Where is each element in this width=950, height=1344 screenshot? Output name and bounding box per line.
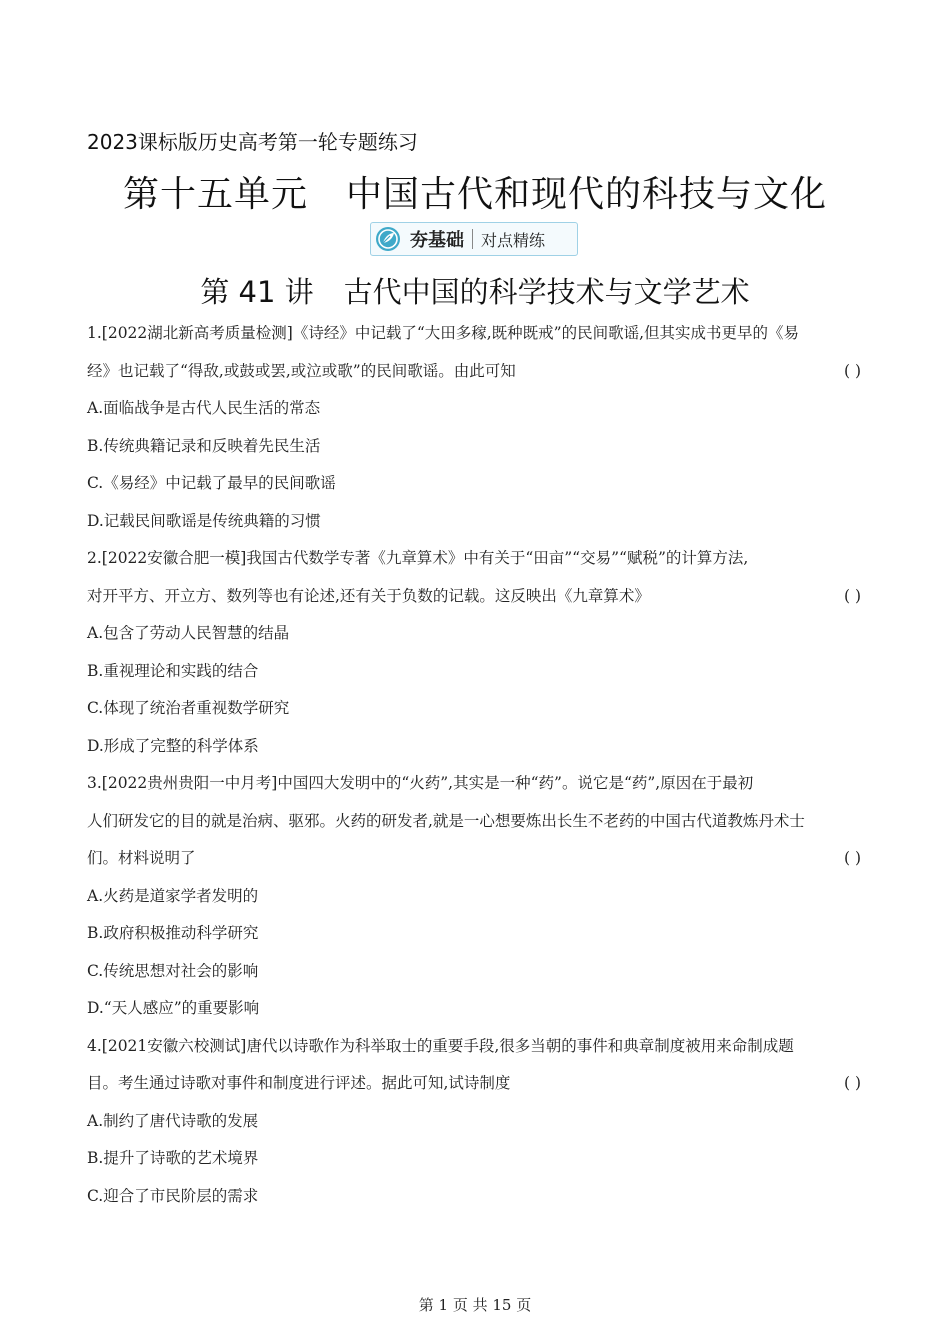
question-stem-line: 2.[2022安徽合肥一模]我国古代数学专著《九章算术》中有关于“田亩”“交易”“赋税”的计算方法, [87,549,749,567]
option-c: C.体现了统治者重视数学研究 [87,699,290,717]
section-badge [370,222,578,256]
lecture-title: 古代中国的科学技术与文学艺术 [343,275,750,309]
question-stem-line: 目。考生通过诗歌对事件和制度进行评述。据此可知,试诗制度 ( ) [87,1068,867,1106]
series-title: 2023课标版历史高考第一轮专题练习 [87,130,418,154]
answer-blank: ( ) [843,586,861,605]
question-stem-line: 人们研发它的目的就是治病、驱邪。火药的研发者,就是一心想要炼出长生不老药的中国古代道教炼丹术士 [87,811,805,830]
option-b: B.传统典籍记录和反映着先民生活 [87,436,321,455]
badge-sub-label: 对点精练 [481,230,546,250]
option-b: B.重视理论和实践的结合 [87,661,259,680]
option-d: D.记载民间歌谣是传统典籍的习惯 [87,511,321,530]
option-a: A.火药是道家学者发明的 [87,886,259,905]
option-d: D.形成了完整的科学体系 [87,736,259,755]
question-stem-line: 们。材料说明了 ( ) [87,843,867,881]
lecture-heading [0,270,950,311]
lecture-number: 第 41 讲 [200,275,314,309]
badge-main-label: 夯基础 [410,230,464,251]
answer-blank: ( ) [843,849,861,867]
option-c: C.传统思想对社会的影响 [87,961,259,980]
question-stem-line: 对开平方、开立方、数列等也有论述,还有关于负数的记载。这反映出《九章算术》 ( ) [87,581,867,619]
question-stem-line: 经》也记载了“得敌,或鼓或罢,或泣或歌”的民间歌谣。由此可知 ( ) [87,356,867,394]
question-stem-line: 4.[2021安徽六校测试]唐代以诗歌作为科举取士的重要手段,很多当朝的事件和典章制度被用来命制成题 [87,1036,794,1055]
badge-divider [472,229,473,249]
option-c: C.《易经》中记载了最早的民间歌谣 [87,474,336,492]
unit-number: 第十五单元 [122,174,308,215]
leaf-logo-icon [374,225,402,253]
option-a: A.面临战争是古代人民生活的常态 [87,399,321,417]
option-c: C.迎合了市民阶层的需求 [87,1186,259,1205]
question-stem-line: 1.[2022湖北新高考质量检测]《诗经》中记载了“大田多稼,既种既戒”的民间歌谣,但其实成书更早的《易 [87,324,800,342]
question-stem-line: 3.[2022贵州贵阳一中月考]中国四大发明中的“火药”,其实是一种“药”。说它是“药”,原因在于最初 [87,774,754,792]
option-d: D.“天人感应”的重要影响 [87,999,260,1017]
option-b: B.政府积极推动科学研究 [87,924,259,942]
option-a: A.制约了唐代诗歌的发展 [87,1111,259,1130]
unit-title: 中国古代和现代的科技与文化 [346,174,828,215]
answer-blank: ( ) [843,361,861,380]
page-number: 第 1 页 共 15 页 [418,1296,532,1314]
answer-blank: ( ) [843,1074,861,1092]
question-list [87,318,867,1218]
option-a: A.包含了劳动人民智慧的结晶 [87,624,290,642]
option-b: B.提升了诗歌的艺术境界 [87,1149,259,1167]
unit-heading [0,166,950,217]
